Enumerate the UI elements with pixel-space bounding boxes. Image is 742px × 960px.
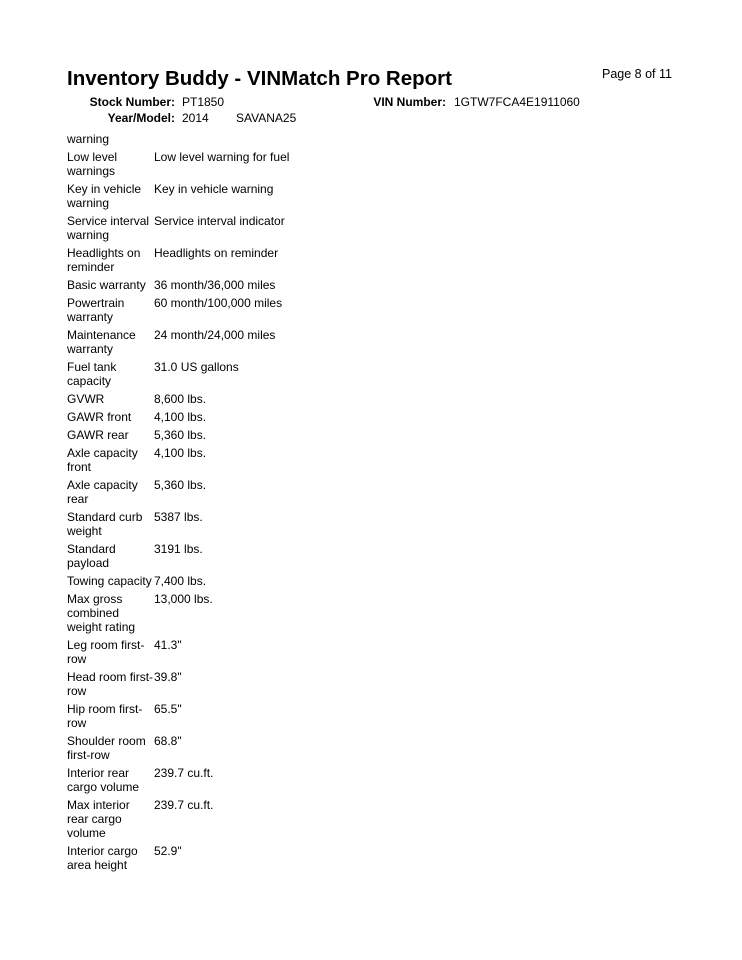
spec-row	[67, 214, 367, 242]
spec-row	[67, 844, 367, 872]
spec-row	[67, 360, 367, 388]
spec-label: Head room first-row	[67, 670, 154, 698]
spec-label: Service interval warning	[67, 214, 150, 242]
spec-row	[67, 638, 367, 666]
spec-value: Service interval indicator	[154, 214, 285, 228]
spec-label: GAWR front	[67, 410, 132, 424]
spec-row	[67, 182, 367, 210]
stock-number-label: Stock Number:	[89, 95, 175, 109]
spec-row	[67, 592, 367, 634]
spec-value: Headlights on reminder	[154, 246, 279, 260]
spec-row	[67, 574, 367, 588]
spec-value: 5,360 lbs.	[154, 428, 207, 442]
spec-label: Basic warranty	[67, 278, 146, 292]
spec-value	[154, 132, 367, 146]
spec-value: 239.7 cu.ft.	[154, 798, 214, 812]
spec-row	[67, 278, 367, 292]
spec-row	[67, 428, 367, 442]
spec-row	[67, 478, 367, 506]
spec-label: Interior rear cargo volume	[67, 766, 140, 794]
spec-label: Axle capacity front	[67, 446, 138, 474]
spec-label: Standard curb weight	[67, 510, 143, 538]
model-value: SAVANA25	[236, 111, 297, 125]
spec-label: Fuel tank capacity	[67, 360, 117, 388]
spec-label: Key in vehicle warning	[67, 182, 142, 210]
spec-label: Headlights on reminder	[67, 246, 141, 274]
spec-value: 41.3"	[154, 638, 182, 652]
spec-value: 7,400 lbs.	[154, 574, 207, 588]
vin-number-value: 1GTW7FCA4E1911060	[454, 95, 580, 109]
spec-row	[67, 410, 367, 424]
spec-value: 4,100 lbs.	[154, 410, 207, 424]
spec-value: 68.8"	[154, 734, 182, 748]
spec-row	[67, 328, 367, 356]
spec-row	[67, 542, 367, 570]
spec-row	[67, 446, 367, 474]
spec-value: 5,360 lbs.	[154, 478, 207, 492]
spec-label: Maintenance warranty	[67, 328, 136, 356]
spec-value: 4,100 lbs.	[154, 446, 207, 460]
spec-value: Key in vehicle warning	[154, 182, 274, 196]
spec-label: Max interior rear cargo volume	[67, 798, 130, 840]
spec-row	[67, 702, 367, 730]
spec-row	[67, 296, 367, 324]
spec-row	[67, 798, 367, 840]
spec-label: Standard payload	[67, 542, 116, 570]
spec-label: Hip room first-row	[67, 702, 143, 730]
spec-value: 31.0 US gallons	[154, 360, 239, 374]
report-title: Inventory Buddy - VINMatch Pro Report	[67, 67, 452, 90]
stock-number-value: PT1850	[182, 95, 225, 109]
spec-row	[67, 392, 367, 406]
year-model-label: Year/Model:	[107, 111, 175, 125]
spec-label: Shoulder room first-row	[67, 734, 146, 762]
spec-row	[67, 150, 367, 178]
spec-value: 65.5"	[154, 702, 182, 716]
spec-value: 60 month/100,000 miles	[154, 296, 283, 310]
spec-row	[67, 734, 367, 762]
spec-value: 52.9"	[154, 844, 182, 858]
spec-row	[67, 132, 367, 146]
spec-label: Low level warnings	[67, 150, 118, 178]
spec-row	[67, 510, 367, 538]
year-value: 2014	[182, 111, 209, 125]
spec-value: 13,000 lbs.	[154, 592, 213, 606]
spec-value: 8,600 lbs.	[154, 392, 207, 406]
spec-value: 36 month/36,000 miles	[154, 278, 276, 292]
page-number: Page 8 of 11	[602, 67, 672, 81]
spec-row	[67, 766, 367, 794]
spec-label: GVWR	[67, 392, 105, 406]
spec-label: warning	[67, 132, 110, 146]
spec-value: 24 month/24,000 miles	[154, 328, 276, 342]
spec-label: Towing capacity	[67, 574, 152, 588]
spec-value: 3191 lbs.	[154, 542, 203, 556]
vin-number-label: VIN Number:	[373, 95, 446, 109]
spec-value: 39.8"	[154, 670, 182, 684]
spec-table	[67, 132, 367, 876]
spec-value: 5387 lbs.	[154, 510, 203, 524]
spec-value: Low level warning for fuel	[154, 150, 290, 164]
spec-label: Powertrain warranty	[67, 296, 125, 324]
spec-label: Leg room first-row	[67, 638, 145, 666]
spec-label: Interior cargo area height	[67, 844, 138, 872]
spec-row	[67, 670, 367, 698]
spec-label: Axle capacity rear	[67, 478, 138, 506]
spec-label: GAWR rear	[67, 428, 129, 442]
spec-label: Max gross combined weight rating	[67, 592, 136, 634]
spec-value: 239.7 cu.ft.	[154, 766, 214, 780]
spec-row	[67, 246, 367, 274]
